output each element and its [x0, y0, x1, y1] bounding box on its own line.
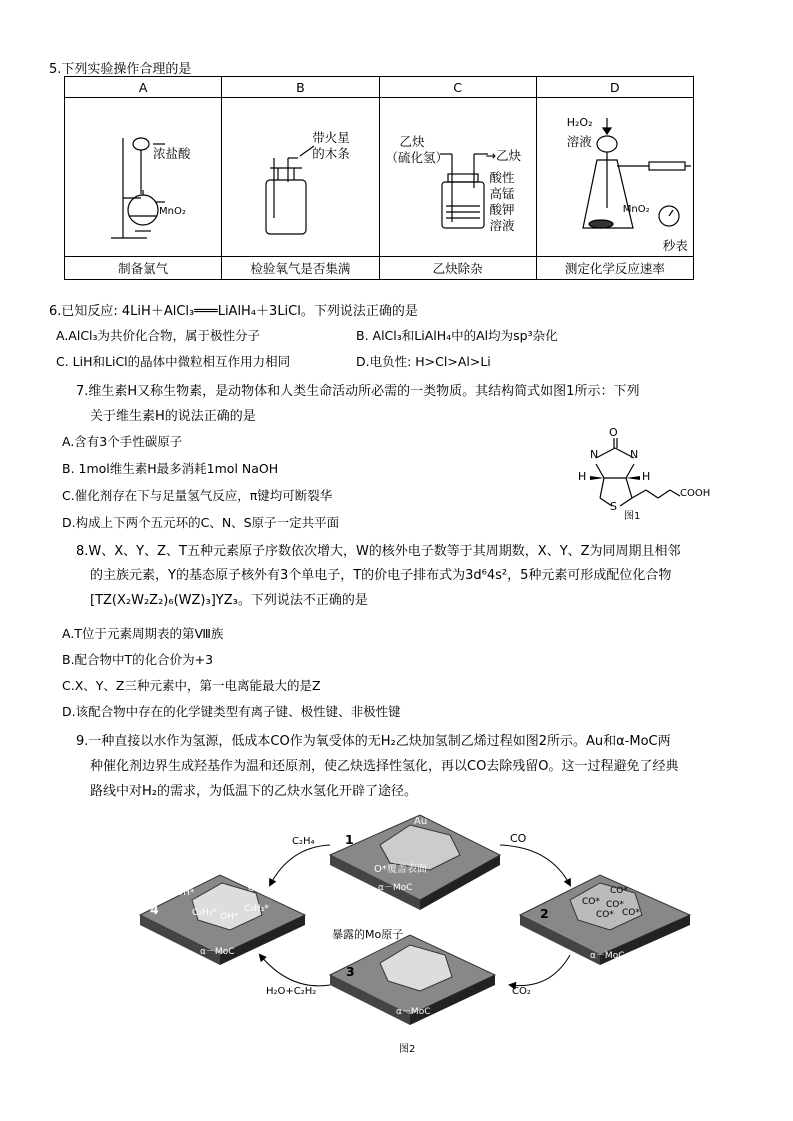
plate-1-base: α－MoC — [378, 883, 413, 893]
label-h2o2: H₂O₂ — [566, 116, 593, 129]
plate-4-number: 4 — [150, 902, 159, 917]
atom-h-left: H — [578, 470, 587, 483]
q8-option-c: C.X、Y、Z三种元素中，第一电离能最大的是Z — [62, 678, 321, 693]
plate-1-note: O*覆盖表面 — [374, 864, 427, 875]
plate-3-base: α－MoC — [396, 1007, 431, 1017]
chlorine-apparatus-icon — [65, 98, 222, 256]
plate-2-co-2: CO* — [582, 897, 600, 907]
arrow-label-h2o-c2h2: H₂O+C₂H₂ — [266, 986, 317, 997]
label-solution: 溶液 — [489, 218, 515, 233]
atom-o: O — [609, 426, 618, 439]
label-stopwatch: 秒表 — [662, 238, 688, 253]
plate-4-oh-2: OH* — [220, 912, 239, 922]
arrow-label-co2: CO₂ — [512, 986, 531, 997]
apparatus-c — [379, 98, 536, 257]
label-potassium: 酸钾 — [489, 202, 515, 217]
q9-stem-1: 9.一种直接以水作为氢源，低成本CO作为氧受体的无H₂乙炔加氢制乙烯过程如图2所示。Au和α-MoC两 — [76, 734, 671, 749]
atom-cooh: COOH — [680, 488, 711, 499]
figure-1-label: 图1 — [624, 511, 641, 522]
label-mno2: MnO₂ — [159, 206, 186, 217]
label-high-mn: 高锰 — [489, 186, 515, 201]
q7-option-d: D.构成上下两个五元环的C、N、S原子一定共平面 — [62, 515, 340, 530]
label-conc-hcl: 浓盐酸 — [153, 146, 191, 161]
plate-2-co-5: CO* — [622, 908, 640, 918]
apparatus-a — [65, 98, 222, 257]
plate-4-oh-1: OH* — [176, 888, 195, 898]
label-h2o2-solution: 溶液 — [566, 134, 592, 149]
gas-bottle-icon — [222, 98, 379, 256]
col-b-header: B — [222, 77, 379, 98]
plate-4-base: α－MoC — [200, 947, 235, 957]
q5-stem: 5.下列实验操作合理的是 — [49, 62, 192, 77]
label-acetylene: 乙炔 — [399, 134, 425, 149]
q9-stem-2: 种催化剂边界生成羟基作为温和还原剂，使乙炔选择性氢化，再以CO去除残留O。这一过程避免了经典 — [90, 759, 679, 774]
q8-option-b: B.配合物中T的化合价为+3 — [62, 652, 214, 667]
plate-3-number: 3 — [346, 964, 355, 979]
atom-n-left: N — [590, 448, 599, 461]
q7-option-a: A.含有3个手性碳原子 — [62, 434, 183, 449]
plate-4-c2h3-2: C₂H₃* — [244, 904, 269, 914]
col-d-header: D — [536, 77, 693, 98]
q9-stem-3: 路线中对H₂的需求，为低温下的乙炔水氢化开辟了途径。 — [90, 784, 417, 799]
q7-stem-2: 关于维生素H的说法正确的是 — [90, 409, 256, 424]
plate-2-co-1: CO* — [610, 886, 628, 896]
q8-stem-1: 8.W、X、Y、Z、T五种元素原子序数依次增大，W的核外电子数等于其周期数，X、Y、Z为同周期且相邻 — [76, 544, 681, 559]
apparatus-b — [222, 98, 379, 257]
plate-1-number: 1 — [345, 832, 354, 847]
caption-c: 乙炔除杂 — [379, 257, 536, 280]
figure-2-label: 图2 — [399, 1044, 416, 1055]
atom-n-right: N — [630, 448, 639, 461]
q6-option-d: D.电负性: H>Cl>Al>Li — [356, 354, 491, 369]
caption-d: 测定化学反应速率 — [536, 257, 693, 280]
label-h2s: （硫化氢） — [385, 150, 449, 165]
q8-stem-2: 的主族元素，Y的基态原子核外有3个单电子，T的价电子排布式为3d⁶4s²，5种元素可形成配位化合物 — [90, 568, 672, 583]
arrow-label-co: CO — [510, 832, 527, 845]
q6-option-b: B. AlCl₃和LiAlH₄中的Al均为sp³杂化 — [356, 328, 558, 343]
q8-option-d: D.该配合物中存在的化学键类型有离子键、极性键、非极性键 — [62, 704, 401, 719]
plate-1-au-label: Au — [414, 816, 428, 827]
plate-2-co-4: CO* — [596, 910, 614, 920]
plate-4-c2h3-1: C₂H₃* — [192, 908, 217, 918]
label-glowing: 带火星 — [312, 130, 350, 145]
label-splint: 的木条 — [312, 146, 350, 161]
q6-option-c: C. LiH和LiCl的晶体中微粒相互作用力相同 — [56, 354, 291, 369]
q6-option-a: A.AlCl₃为共价化合物，属于极性分子 — [56, 328, 261, 343]
arrow-label-c2h4: C₂H₄ — [292, 836, 315, 847]
atom-s: S — [610, 500, 617, 513]
q8-stem-3: [TZ(X₂W₂Z₂)₆(WZ)₃]YZ₃。下列说法不正确的是 — [90, 593, 368, 608]
plate-4-oh-3: OH* — [248, 884, 267, 894]
label-acidic: 酸性 — [489, 170, 515, 185]
apparatus-d — [536, 98, 693, 257]
label-acetylene-out: →乙炔 — [485, 148, 521, 163]
rate-apparatus-icon — [537, 98, 694, 256]
col-c-header: C — [379, 77, 536, 98]
experiment-table — [64, 76, 694, 280]
plate-3-note: 暴露的Mo原子 — [332, 928, 404, 941]
atom-h-right: H — [642, 470, 651, 483]
plate-2-base: α－MoC — [590, 951, 625, 961]
q7-stem-1: 7.维生素H又称生物素，是动物体和人类生命活动所必需的一类物质。其结构简式如图1所示：下列 — [76, 384, 640, 399]
caption-a: 制备氯气 — [65, 257, 222, 280]
q7-option-b: B. 1mol维生素H最多消耗1mol NaOH — [62, 461, 279, 476]
caption-b: 检验氧气是否集满 — [222, 257, 379, 280]
plate-2-co-3: CO* — [606, 900, 624, 910]
q7-option-c: C.催化剂存在下与足量氢气反应，π键均可断裂华 — [62, 488, 333, 503]
label-mno2-d: MnO₂ — [622, 204, 650, 215]
col-a-header: A — [65, 77, 222, 98]
plate-2-number: 2 — [540, 906, 549, 921]
q8-option-a: A.T位于元素周期表的第Ⅷ族 — [62, 626, 224, 641]
q6-stem: 6.已知反应: 4LiH＋AlCl₃═══LiAlH₄＋3LiCl。下列说法正确的是 — [49, 304, 418, 319]
